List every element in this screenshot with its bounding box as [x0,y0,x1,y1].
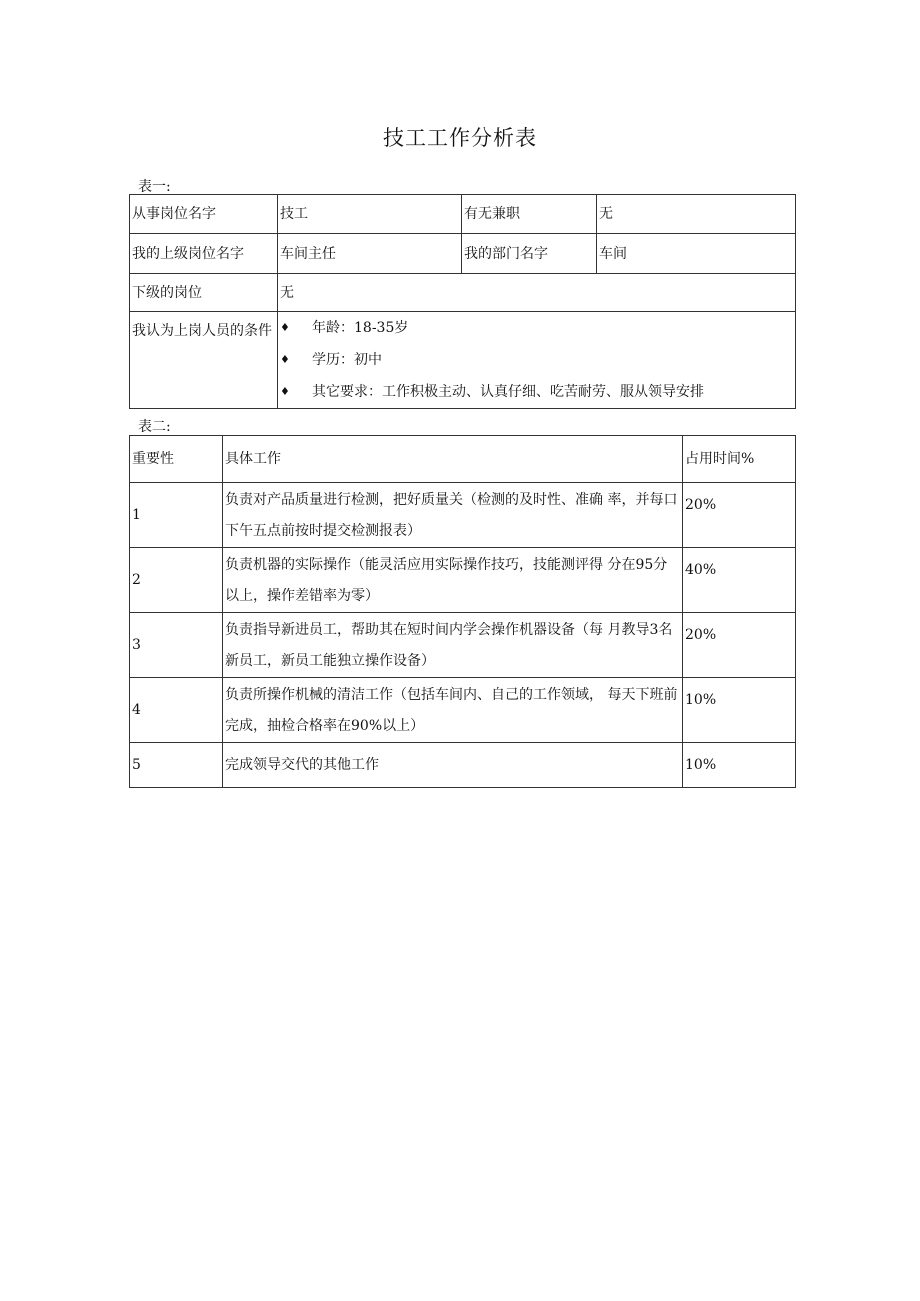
table-row [130,678,796,743]
diamond-bullet-icon: ♦ [280,321,290,334]
subordinate-label: 下级的岗位 [130,274,278,312]
requirements-list [280,312,793,408]
work-cell: 负责机器的实际操作（能灵活应用实际操作技巧，技能测评得 分在95分以上，操作差错率为零） [223,548,683,613]
page-title: 技工工作分析表 [383,126,537,150]
work-cell: 负责所操作机械的清洁工作（包括车间内、自己的工作领域， 每天下班前完成，抽检合格率在90%以上） [223,678,683,743]
time-cell: 10% [683,678,796,743]
superior-value: 车间主任 [278,234,462,274]
requirement-text: 学历：初中 [312,352,382,368]
department-label: 我的部门名字 [462,234,597,274]
job-info-table [129,194,796,409]
work-cell: 负责指导新进员工，帮助其在短时间内学会操作机器设备（每 月教导3名新员工，新员工能独立操作设备） [223,613,683,678]
time-cell: 10% [683,743,796,788]
header-importance: 重要性 [130,436,223,483]
list-item [280,312,793,344]
diamond-bullet-icon: ♦ [280,353,290,366]
list-item [280,376,793,408]
department-value: 车间 [597,234,796,274]
table-row [130,483,796,548]
time-cell: 20% [683,483,796,548]
time-cell: 40% [683,548,796,613]
post-name-label: 从事岗位名字 [130,195,278,234]
table-row [130,274,796,312]
time-cell: 20% [683,613,796,678]
requirement-text: 年龄：18-35岁 [312,320,409,336]
work-cell: 负责对产品质量进行检测，把好质量关（检测的及时性、准确 率，并每口下午五点前按时提交检测报表） [223,483,683,548]
requirements-label: 我认为上岗人员的条件 [130,312,278,409]
table-row [130,234,796,274]
table1-caption: 表一: [138,179,171,195]
table-row [130,312,796,409]
requirement-text: 其它要求：工作积极主动、认真仔细、吃苦耐劳、服从领导安排 [312,384,704,400]
table2-caption: 表二: [138,419,171,435]
work-analysis-table [129,435,796,788]
header-work: 具体工作 [223,436,683,483]
work-cell: 完成领导交代的其他工作 [223,743,683,788]
post-name-value: 技工 [278,195,462,234]
table-row [130,548,796,613]
table-row [130,613,796,678]
list-item [280,344,793,376]
concurrent-value: 无 [597,195,796,234]
diamond-bullet-icon: ♦ [280,385,290,398]
importance-cell: 5 [130,743,223,788]
importance-cell: 4 [130,678,223,743]
table-row [130,436,796,483]
table-row [130,195,796,234]
concurrent-label: 有无兼职 [462,195,597,234]
superior-label: 我的上级岗位名字 [130,234,278,274]
requirements-cell [278,312,796,409]
subordinate-value: 无 [278,274,796,312]
table-row [130,743,796,788]
importance-cell: 2 [130,548,223,613]
importance-cell: 3 [130,613,223,678]
header-time: 占用时间% [683,436,796,483]
importance-cell: 1 [130,483,223,548]
